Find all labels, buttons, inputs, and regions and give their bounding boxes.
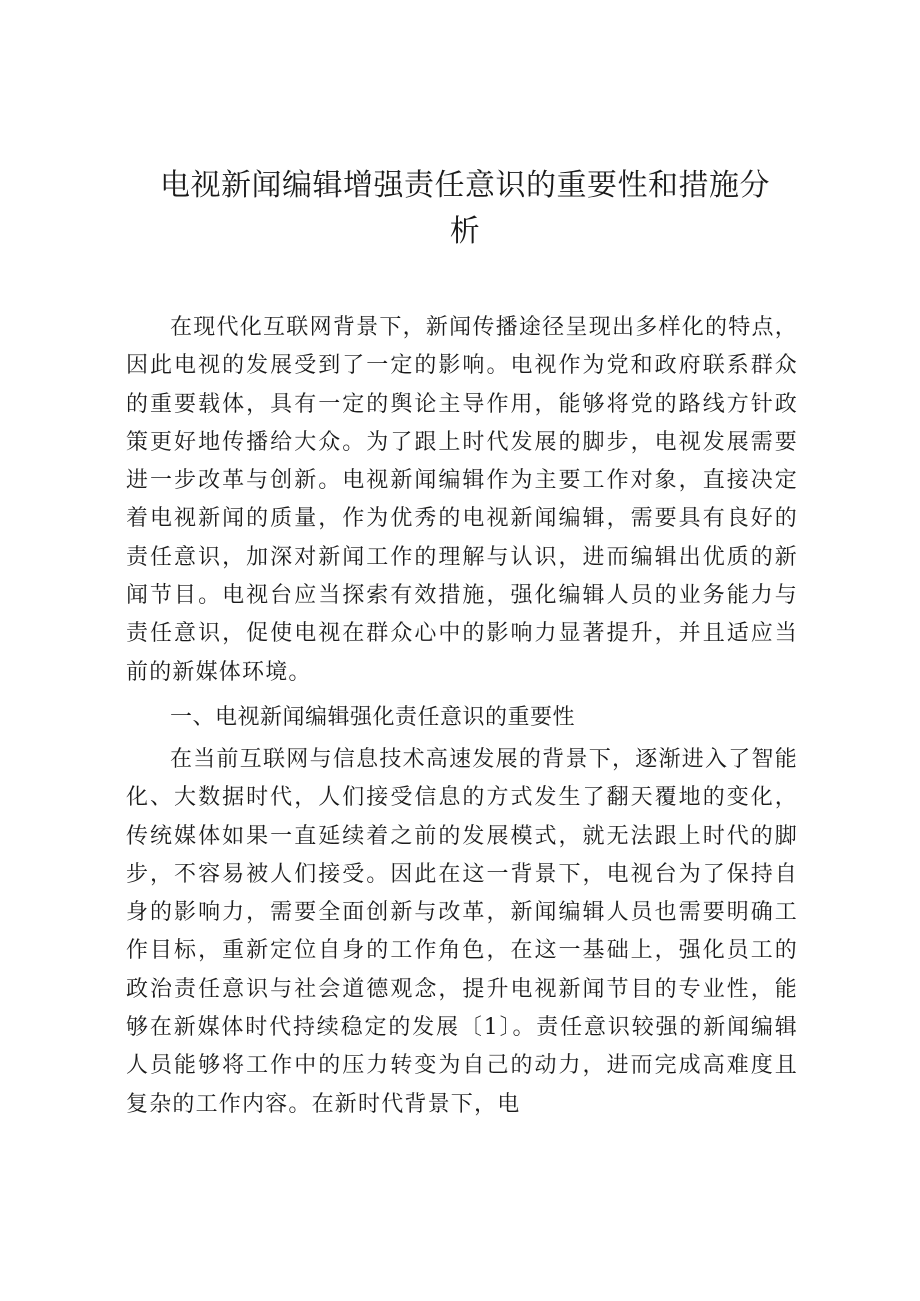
intro-paragraph: 在现代化互联网背景下，新闻传播途径呈现出多样化的特点，因此电视的发展受到了一定的影响。电视作为党和政府联系群众的重要载体，具有一定的舆论主导作用，能够将党的路线方针政策更好地传播给大众。为了跟上时代发展的脚步，电视发展需要进一步改革与创新。电视新闻编辑作为主要工作对象，直接决定着电视新闻的质量，作为优秀的电视新闻编辑，需要具有良好的责任意识，加深对新闻工作的理解与认识，进而编辑出优质的新闻节目。电视台应当探索有效措施，强化编辑人员的业务能力与责任意识，促使电视在群众心中的影响力显著提升，并且适应当前的新媒体环境。 [126, 315, 798, 685]
section-paragraph: 在当前互联网与信息技术高速发展的背景下，逐渐进入了智能化、大数据时代，人们接受信息的方式发生了翻天覆地的变化，传统媒体如果一直延续着之前的发展模式，就无法跟上时代的脚步，不容易被人们接受。因此在这一背景下，电视台为了保持自身的影响力，需要全面创新与改革，新闻编辑人员也需要明确工作目标，重新定位自身的工作角色，在这一基础上，强化员工的政治责任意识与社会道德观念，提升电视新闻节目的专业性，能够在新媒体时代持续稳定的发展〔1〕。责任意识较强的新闻编辑人员能够将工作中的压力转变为自己的动力，进而完成高难度且复杂的工作内容。在新时代背景下，电 [126, 747, 798, 1117]
document-title: 电视新闻编辑增强责任意识的重要性和措施分析 [160, 168, 770, 249]
section-heading: 一、电视新闻编辑强化责任意识的重要性 [170, 705, 576, 730]
